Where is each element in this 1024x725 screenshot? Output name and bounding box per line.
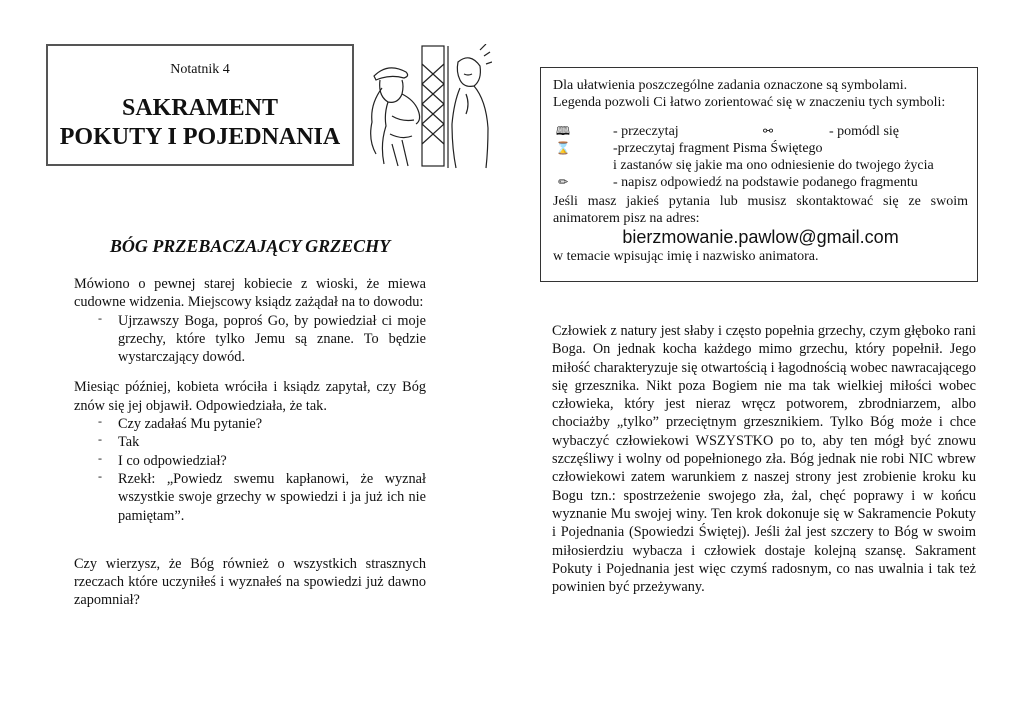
list-item: - Tak <box>98 432 140 451</box>
list-item: - Czy zadałaś Mu pytanie? <box>98 414 263 433</box>
symbol-legend <box>553 123 968 193</box>
legend-write: - napisz odpowiedź na podstawie podanego fragmentu <box>613 175 918 190</box>
right-column <box>552 322 976 596</box>
info-box <box>540 67 978 282</box>
title-line-2: POKUTY I POJEDNANIA <box>59 124 341 150</box>
praying-hands-icon: ⚯ <box>762 124 774 138</box>
info-intro-line-2: Legenda pozwoli Ci łatwo zorientować się w znaczeniu tych symboli: <box>553 95 946 110</box>
title-box <box>46 44 354 166</box>
left-column <box>74 236 426 610</box>
intro-paragraph: Mówiono o pewnej starej kobiecie z wioski, że miewa cudowne widzenia. Miejscowy ksiądz zażądał na to dowodu: <box>74 276 426 311</box>
pencil-icon: ✏ <box>557 175 569 189</box>
section-subtitle: BÓG PRZEBACZAJĄCY GRZECHY <box>109 236 391 256</box>
legend-read: - przeczytaj <box>613 124 679 139</box>
dialogue-list-2 <box>74 415 426 525</box>
open-book-icon: 🕮 <box>555 124 571 138</box>
second-paragraph: Miesiąc później, kobieta wróciła i ksiądz zapytał, czy Bóg znów się jej objawił. Odpowiedziała, że tak. <box>74 379 426 414</box>
legend-scripture-1: -przeczytaj fragment Pisma Świętego <box>613 141 823 156</box>
list-item: - I co odpowiedział? <box>98 450 227 469</box>
question-paragraph: Czy wierzysz, że Bóg również o wszystkich strasznych rzeczach które uczyniłeś i wyznałeś na spowiedzi już dawno zapomniał? <box>74 555 426 609</box>
legend-pray: - pomódl się <box>829 124 899 139</box>
notebook-label: Notatnik 4 <box>170 62 230 77</box>
dialogue-list-1 <box>74 312 426 367</box>
info-intro-line-1: Dla ułatwienia poszczególne zadania oznaczone są symbolami. <box>553 78 908 93</box>
email-address: bierzmowanie.pawlow@gmail.com <box>622 227 899 247</box>
scroll-icon: ⌛ <box>555 141 571 155</box>
contact-note: w temacie wpisując imię i nazwisko animatora. <box>553 249 819 264</box>
list-item: - Ujrzawszy Boga, poproś Go, by powiedział ci moje grzechy, które tylko Jemu są znane. To będzie wystarczający dowód. <box>98 310 426 366</box>
legend-scripture-2: i zastanów się jakie ma ono odniesienie do twojego życia <box>613 158 934 173</box>
contact-text: Jeśli masz jakieś pytania lub musisz skontaktować się ze swoim animatorem pisz na adres: <box>553 194 968 226</box>
title-line-1: SAKRAMENT <box>121 95 278 121</box>
page-title <box>48 94 352 152</box>
body-paragraph: Człowiek z natury jest słaby i często popełnia grzechy, czym głęboko rani Boga. On jednak kocha każdego mimo grzechu, który popełnił. Jego miłość charakteryzuje się otwartością i łagodnością wobec nawracającego się grzesznika. Nikt poza Bogiem nie ma tak wielkiej miłości wobec człowieka, który jest nieraz wręcz potworem, zbrodniarzem, albo chociażby „tylko” przeciętnym grzesznikiem. Tylko Bóg może i chce wybaczyć człowiekowi WSZYSTKO po to, aby ten mógł być znowu szczęśliwy i wolny od popełnionego zła. Bóg jednak nie robi NIC wbrew człowiekowi zatem warunkiem z naszej strony jest zrobienie kroku ku Bogu tzn.: spostrzeżenie swojego zła, żal, chęć poprawy i w końcu wyznanie Mu swojej winy. Ten krok dokonuje się w Sakramencie Pokuty i Pojednania (Spowiedzi Świętej). Jeśli żal jest szczery to Bóg w swoim miłosierdziu wybacza i człowiek dostaje kolejną szansę. Sakrament Pokuty i Pojednania jest więc czymś radosnym, co nas uwalnia i tak też powinien być przeżywany. <box>552 323 976 596</box>
confession-illustration <box>362 44 492 170</box>
list-item: - Rzekł: „Powiedz swemu kapłanowi, że wyznał wszystkie swoje grzechy w spowiedzi i ja już ich nie pamiętam”. <box>98 468 426 524</box>
